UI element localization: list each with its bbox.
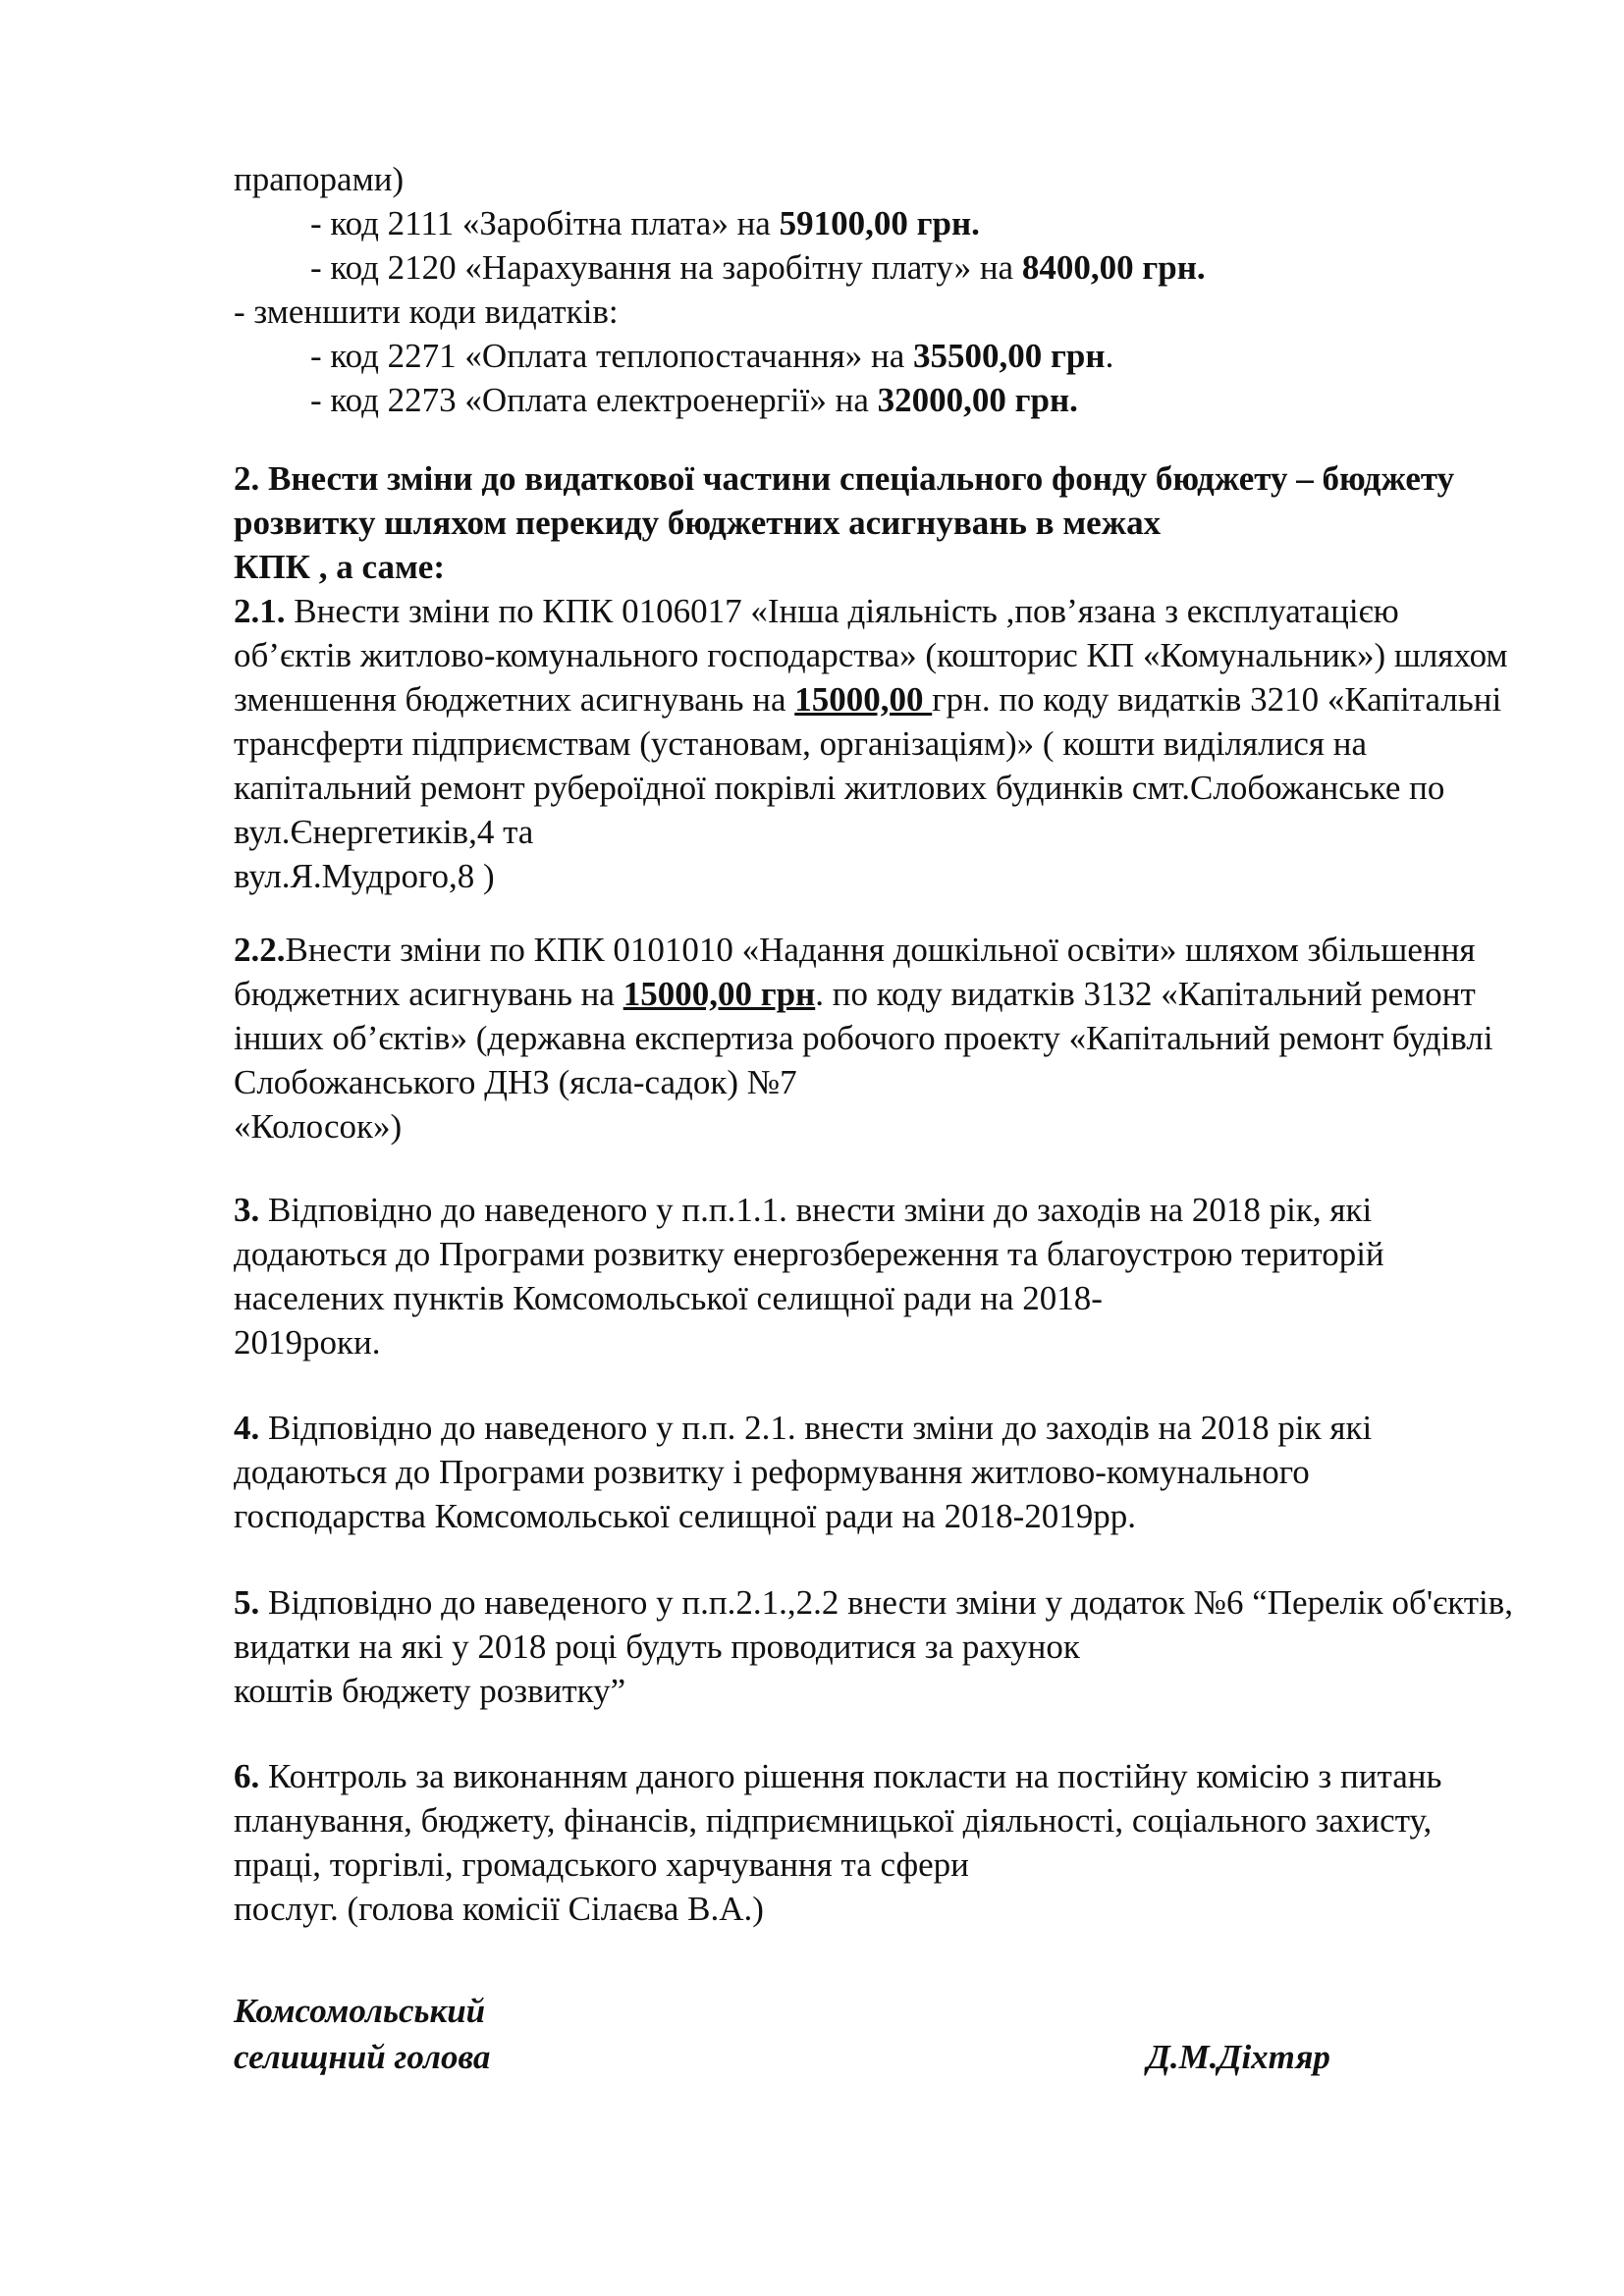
section-3-line-1 bbox=[234, 1191, 1372, 1229]
section-2-1 bbox=[234, 589, 1524, 898]
signature-name: Д.М.Діхтяр bbox=[1147, 2038, 1330, 2076]
signature-title bbox=[234, 1988, 490, 2080]
code-2111-amount: 59100,00 грн. bbox=[779, 204, 980, 242]
section-2-2-number: 2.2. bbox=[234, 931, 286, 969]
section-4-text-1: Відповідно до наведеного у п.п. 2.1. внести зміни до заходів на 2018 рік які bbox=[259, 1409, 1373, 1447]
section-6-number: 6. bbox=[234, 1757, 260, 1795]
section-2-1-line-7: вул.Я.Мудрого,8 ) bbox=[234, 857, 495, 895]
section-3-line-2: додаються до Програми розвитку енергозбереження та благоустрою bbox=[234, 1235, 1233, 1273]
code-2111-line bbox=[234, 201, 1524, 245]
section-2-2 bbox=[234, 928, 1524, 1148]
decrease-codes-line: - зменшити коди видатків: bbox=[234, 293, 619, 331]
section-2-1-currency: грн. bbox=[932, 680, 991, 719]
code-2120-amount: 8400,00 грн. bbox=[1021, 248, 1206, 287]
section-2-2-line-5: «Колосок») bbox=[234, 1107, 403, 1146]
code-2271-line bbox=[234, 334, 1524, 378]
section-4 bbox=[234, 1406, 1524, 1538]
code-2273-amount: 32000,00 грн. bbox=[877, 381, 1078, 419]
section-2-1-line-5: організаціям)» ( кошти виділялися на капітальний ремонт рубероїдної bbox=[234, 724, 1367, 807]
section-2-2-line-4: проекту «Капітальний ремонт будівлі Слобожанського ДНЗ (ясла-садок) №7 bbox=[234, 1019, 1493, 1101]
section-6-text-1: Контроль за виконанням даного рішення покласти на постійну комісію з bbox=[259, 1757, 1332, 1795]
section-6-line-3: соціального захисту, праці, торгівлі, громадського харчування та сфери bbox=[234, 1801, 1433, 1884]
section-2-text-1: 2. Внести зміни до видаткової частини спеціального фонду бюджету – bbox=[234, 459, 1314, 498]
section-2-2-text-2b: . по коду видатків 3132 bbox=[815, 975, 1153, 1013]
section-2-line-1 bbox=[234, 459, 1314, 498]
section-2-1-text-1: Внести зміни по КПК 0106017 «Інша діяльність ,пов’язана з bbox=[285, 592, 1179, 630]
section-2-1-number: 2.1. bbox=[234, 592, 286, 630]
section-2-2-line-3: «Капітальний ремонт інших об’єктів» (державна експертиза робочого bbox=[234, 975, 1476, 1057]
section-2-1-line-4: по коду видатків 3210 «Капітальні трансферти підприємствам (установам, bbox=[234, 680, 1502, 763]
section-2-text-2: бюджету розвитку шляхом перекиду бюджетних асигнувань в межах bbox=[234, 459, 1455, 542]
section-6-line-2: питань планування, бюджету, фінансів, підприємницької діяльності, bbox=[234, 1757, 1442, 1840]
code-2120-text: - код 2120 «Нарахування на заробітну плату» на bbox=[310, 248, 1022, 287]
section-2-2-text-2: збільшення бюджетних асигнувань на bbox=[234, 931, 1476, 1013]
intro-block bbox=[234, 157, 1524, 422]
section-2-2-text-1: Внести зміни по КПК 0101010 «Надання дошкільної освіти» шляхом bbox=[285, 931, 1299, 969]
section-2-line-3 bbox=[234, 545, 1524, 589]
section-5 bbox=[234, 1580, 1524, 1713]
code-2273-line bbox=[234, 378, 1524, 422]
intro-line-0: прапорами) bbox=[234, 160, 405, 198]
section-2-1-text-3: «Комунальник») шляхом зменшення бюджетних асигнувань на bbox=[234, 636, 1508, 719]
section-2-1-amount: 15000,00 bbox=[794, 680, 933, 719]
section-4-number: 4. bbox=[234, 1409, 260, 1447]
code-2111-text: - код 2111 «Заробітна плата» на bbox=[310, 204, 780, 242]
section-5-number: 5. bbox=[234, 1583, 260, 1622]
section-6 bbox=[234, 1754, 1524, 1931]
code-2271-amount: 35500,00 грн bbox=[913, 337, 1106, 375]
section-2-1-line-2: експлуатацією об’єктів житлово-комунального господарства» (кошторис КП bbox=[234, 592, 1399, 674]
section-6-line-1 bbox=[234, 1757, 1331, 1795]
section-3-line-4: 2019роки. bbox=[234, 1323, 381, 1362]
section-5-text-1: Відповідно до наведеного у п.п.2.1.,2.2 внести зміни у додаток №6 bbox=[259, 1583, 1244, 1622]
section-3 bbox=[234, 1188, 1524, 1364]
section-6-line-4: послуг. (голова комісії Сілаєва В.А.) bbox=[234, 1890, 764, 1928]
code-2273-text: - код 2273 «Оплата електроенергії» на bbox=[310, 381, 878, 419]
section-2-1-line-1 bbox=[234, 592, 1178, 630]
section-2-text-3: КПК , а саме: bbox=[234, 548, 445, 586]
signature-title-line-1: Комсомольський bbox=[234, 1992, 486, 2030]
signature-title-line-2: селищний голова bbox=[234, 2038, 491, 2076]
section-4-line-1 bbox=[234, 1409, 1372, 1447]
section-3-text-1: Відповідно до наведеного у п.п.1.1. внести зміни до заходів на 2018 рік, які bbox=[259, 1191, 1373, 1229]
section-5-line-2: “Перелік об'єктів, видатки на які у 2018 році будуть проводитися за рахунок bbox=[234, 1583, 1514, 1666]
section-3-line-3: територій населених пунктів Комсомольської селищної ради на 2018- bbox=[234, 1235, 1384, 1317]
section-5-line-1 bbox=[234, 1583, 1243, 1622]
section-5-line-3: коштів бюджету розвитку” bbox=[234, 1672, 626, 1710]
code-2271-post: . bbox=[1105, 337, 1114, 375]
section-2 bbox=[234, 456, 1524, 589]
section-3-number: 3. bbox=[234, 1191, 260, 1229]
section-4-line-3: господарства Комсомольської селищної ради на 2018-2019рр. bbox=[234, 1497, 1136, 1535]
section-2-1-line-6: покрівлі житлових будинків смт.Слобожанське по вул.Єнергетиків,4 та bbox=[234, 769, 1445, 851]
code-2271-text: - код 2271 «Оплата теплопостачання» на bbox=[310, 337, 914, 375]
section-4-line-2: додаються до Програми розвитку і реформування житлово-комунального bbox=[234, 1453, 1310, 1491]
section-2-2-amount: 15000,00 грн bbox=[623, 975, 816, 1013]
code-2120-line bbox=[234, 245, 1524, 290]
section-2-2-line-1 bbox=[234, 931, 1299, 969]
